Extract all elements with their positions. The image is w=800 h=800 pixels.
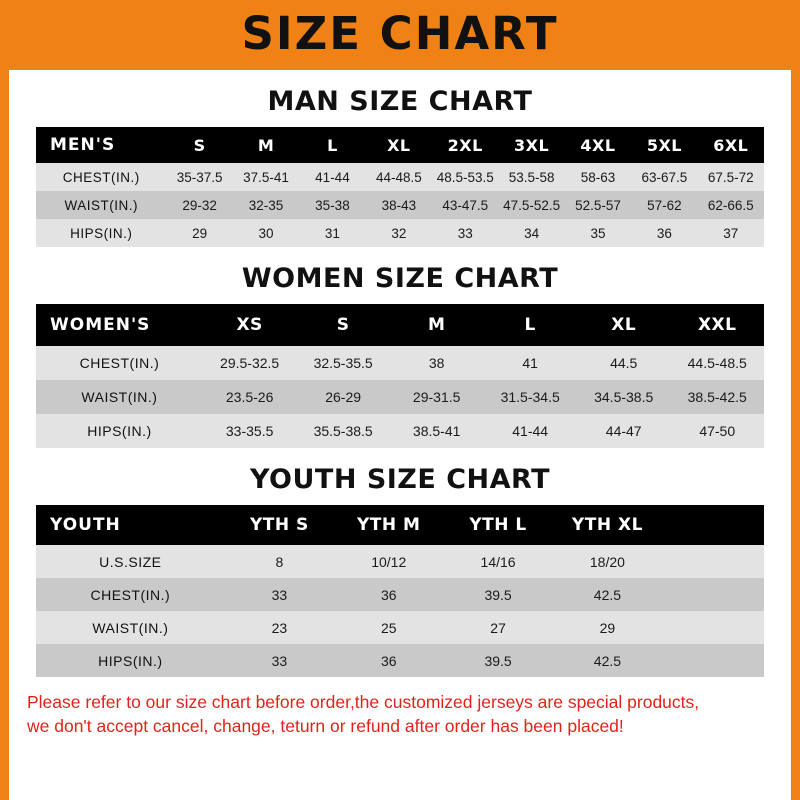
row-label-hips: HIPS(IN.) — [87, 423, 152, 439]
cell: 32.5-35.5 — [313, 355, 373, 371]
cell: 53.5-58 — [508, 169, 555, 185]
cell: 35-38 — [315, 197, 350, 213]
col-header-womens: WOMEN'S — [50, 315, 151, 335]
row-label-waist: WAIST(IN.) — [64, 197, 138, 213]
cell: 38.5-42.5 — [687, 389, 747, 405]
cell: 39.5 — [484, 652, 512, 669]
cell: 33-35.5 — [225, 423, 274, 439]
youth-size-table — [36, 505, 764, 677]
cell-spacer — [662, 578, 764, 611]
cell: 62-66.5 — [707, 197, 754, 213]
col-header-s: S — [336, 315, 350, 335]
cell: 33 — [271, 586, 288, 603]
notice-line-1: Please refer to our size chart before order,the customized jerseys are special products, — [27, 692, 700, 712]
cell: 35 — [590, 225, 606, 241]
youth-section-title: YOUTH SIZE CHART — [249, 464, 551, 495]
col-header-4xl: 4XL — [580, 135, 616, 155]
cell: 31 — [324, 225, 340, 241]
men-size-table — [36, 127, 764, 247]
col-header-s: S — [193, 135, 206, 155]
header-band — [0, 0, 800, 70]
cell-spacer — [662, 545, 764, 578]
table-row — [36, 644, 764, 677]
row-label-hips: HIPS(IN.) — [70, 225, 133, 241]
row-label-chest: CHEST(IN.) — [90, 586, 171, 603]
cell: 23.5-26 — [225, 389, 274, 405]
cell: 14/16 — [480, 553, 516, 570]
row-label-chest: CHEST(IN.) — [79, 355, 160, 371]
col-header-yth-s: YTH S — [249, 515, 309, 535]
cell: 52.5-57 — [575, 197, 621, 213]
cell: 37.5-41 — [243, 169, 289, 185]
cell: 57-62 — [647, 197, 682, 213]
table-row — [36, 380, 764, 414]
notice-line-2: we don't accept cancel, change, teturn or refund after order has been placed! — [27, 715, 624, 736]
cell: 42.5 — [593, 652, 622, 669]
cell: 26-29 — [325, 389, 362, 405]
table-row — [36, 611, 764, 644]
cell: 38-43 — [381, 197, 417, 213]
col-header-xs: XS — [236, 315, 263, 335]
cell: 41-44 — [512, 423, 549, 439]
women-section-title: WOMEN SIZE CHART — [241, 263, 559, 294]
order-notice — [27, 691, 773, 738]
table-row — [36, 545, 764, 578]
col-header-xxl: XXL — [697, 315, 737, 335]
men-table-body — [36, 163, 764, 247]
women-table-header — [36, 304, 764, 346]
col-header-6xl: 6XL — [713, 135, 749, 155]
col-header-m: M — [257, 135, 275, 155]
cell: 33 — [271, 652, 288, 669]
cell: 27 — [490, 619, 506, 636]
cell: 35.5-38.5 — [313, 423, 373, 439]
col-header-mens: MEN'S — [50, 135, 116, 155]
col-header-l: L — [327, 135, 338, 155]
cell: 8 — [275, 553, 284, 570]
table-row — [36, 219, 764, 247]
cell: 38.5-41 — [412, 423, 461, 439]
col-header-3xl: 3XL — [514, 135, 550, 155]
men-section-title: MAN SIZE CHART — [267, 86, 533, 117]
youth-table-body — [36, 545, 764, 677]
cell: 32-35 — [248, 197, 284, 213]
cell: 33 — [457, 225, 473, 241]
col-header-xl: XL — [387, 135, 411, 155]
women-section — [9, 263, 791, 448]
cell: 58-63 — [580, 169, 616, 185]
cell: 34 — [524, 225, 540, 241]
cell: 48.5-53.5 — [436, 169, 494, 185]
women-table-body — [36, 346, 764, 448]
col-header-yth-l: YTH L — [469, 515, 527, 535]
cell: 29-32 — [182, 197, 217, 213]
page-title: SIZE CHART — [241, 6, 559, 60]
table-header-row — [36, 304, 764, 346]
cell: 30 — [258, 225, 274, 241]
cell: 37 — [723, 225, 739, 241]
cell: 44-48.5 — [375, 169, 422, 185]
cell: 25 — [380, 619, 397, 636]
cell: 29.5-32.5 — [220, 355, 280, 371]
cell: 63-67.5 — [641, 169, 688, 185]
cell: 42.5 — [593, 586, 622, 603]
cell: 29 — [599, 619, 616, 636]
cell: 29 — [192, 225, 208, 241]
col-header-youth: YOUTH — [50, 515, 121, 535]
cell: 44.5-48.5 — [687, 355, 747, 371]
table-row — [36, 346, 764, 380]
col-header-spacer — [662, 505, 764, 545]
table-row — [36, 191, 764, 219]
cell: 47.5-52.5 — [503, 197, 561, 213]
cell: 47-50 — [699, 423, 736, 439]
cell: 35-37.5 — [176, 169, 223, 185]
table-row — [36, 578, 764, 611]
table-row — [36, 414, 764, 448]
row-label-us-size: U.S.SIZE — [99, 553, 162, 570]
cell-spacer — [662, 611, 764, 644]
cell: 29-31.5 — [412, 389, 461, 405]
women-size-table — [36, 304, 764, 448]
cell: 18/20 — [589, 553, 625, 570]
col-header-m: M — [427, 315, 446, 335]
men-section — [9, 86, 791, 247]
cell: 38 — [428, 355, 445, 371]
cell: 41-44 — [315, 169, 350, 185]
cell: 44.5 — [610, 355, 638, 371]
col-header-yth-xl: YTH XL — [571, 515, 643, 535]
cell: 36 — [380, 586, 397, 603]
cell-spacer — [662, 644, 764, 677]
cell: 39.5 — [484, 586, 512, 603]
col-header-5xl: 5XL — [646, 135, 682, 155]
col-header-2xl: 2XL — [447, 135, 483, 155]
cell: 34.5-38.5 — [594, 389, 654, 405]
youth-section — [9, 464, 791, 677]
table-header-row — [36, 505, 764, 545]
col-header-xl: XL — [611, 315, 637, 335]
row-label-hips: HIPS(IN.) — [98, 652, 163, 669]
cell: 32 — [391, 225, 407, 241]
row-label-waist: WAIST(IN.) — [81, 389, 158, 405]
cell: 43-47.5 — [442, 197, 489, 213]
cell: 67.5-72 — [707, 169, 754, 185]
cell: 44-47 — [605, 423, 642, 439]
row-label-waist: WAIST(IN.) — [92, 619, 169, 636]
table-header-row — [36, 127, 764, 163]
col-header-yth-m: YTH M — [356, 515, 421, 535]
cell: 31.5-34.5 — [500, 389, 560, 405]
men-table-header — [36, 127, 764, 163]
col-header-l: L — [524, 315, 536, 335]
cell: 10/12 — [371, 553, 407, 570]
table-row — [36, 163, 764, 191]
cell: 36 — [380, 652, 397, 669]
row-label-chest: CHEST(IN.) — [62, 169, 140, 185]
cell: 23 — [271, 619, 288, 636]
cell: 41 — [522, 355, 538, 371]
cell: 36 — [656, 225, 672, 241]
youth-table-header — [36, 505, 764, 545]
